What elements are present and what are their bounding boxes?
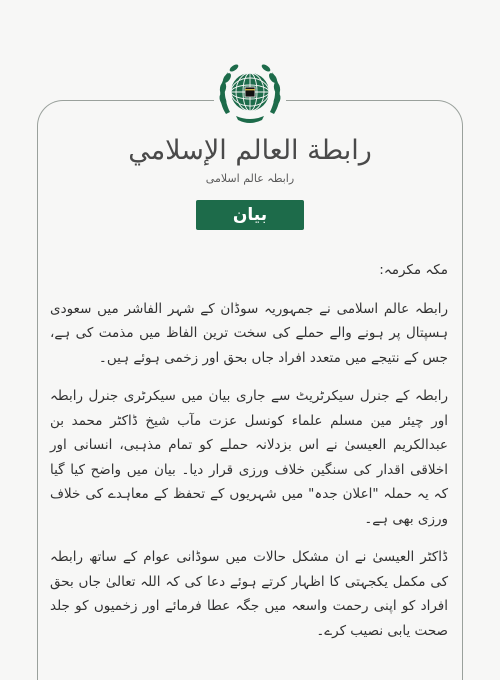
paragraph-2: رابطہ کے جنرل سیکرٹریٹ سے جاری بیان میں سیکرٹری جنرل رابطہ اور چیئر مین مسلم علماء کونسل عزت مآب شیخ ڈاکٹر محمد بن عبدالکریم العیسیٰ نے اس بزدلانہ حملے کو تمام مذہبی، انسانی اور اخلاقی اقدار کی سنگین خلاف ورزی قرار دیا۔ بیان میں واضح کیا گیا کہ یہ حملہ "اعلان جدہ" میں شہریوں کے تحفظ کے معاہدے کی خلاف ورزی بھی ہے۔ <box>50 388 448 527</box>
paragraph-1: رابطہ عالم اسلامی نے جمہوریہ سوڈان کے شہر الفاشر میں سعودی ہسپتال پر ہونے والے حملے کی سخت ترین الفاظ میں مذمت کی ہے، جس کے نتیجے میں متعدد افراد جاں بحق اور زخمی ہوئے ہیں۔ <box>50 300 448 366</box>
dateline: مکہ مکرمہ: <box>379 262 448 278</box>
organization-name-urdu: رابطہ عالم اسلامی <box>205 172 295 185</box>
organization-name-arabic: رابطة العالم الإسلامي <box>128 135 372 166</box>
statement-body <box>50 258 448 657</box>
document-type-banner: بیان <box>196 200 304 230</box>
mwl-globe-emblem-icon <box>214 56 286 128</box>
paragraph-3: ڈاکٹر العیسیٰ نے ان مشکل حالات میں سوڈانی عوام کے ساتھ رابطہ کی مکمل یکجہتی کا اظہار کرتے ہوئے دعا کی کہ اللہ تعالیٰ جاں بحق افراد کو اپنی رحمت واسعہ میں جگہ عطا فرمائے اور زخمیوں کو جلد صحت یابی نصیب کرے۔ <box>50 549 448 639</box>
